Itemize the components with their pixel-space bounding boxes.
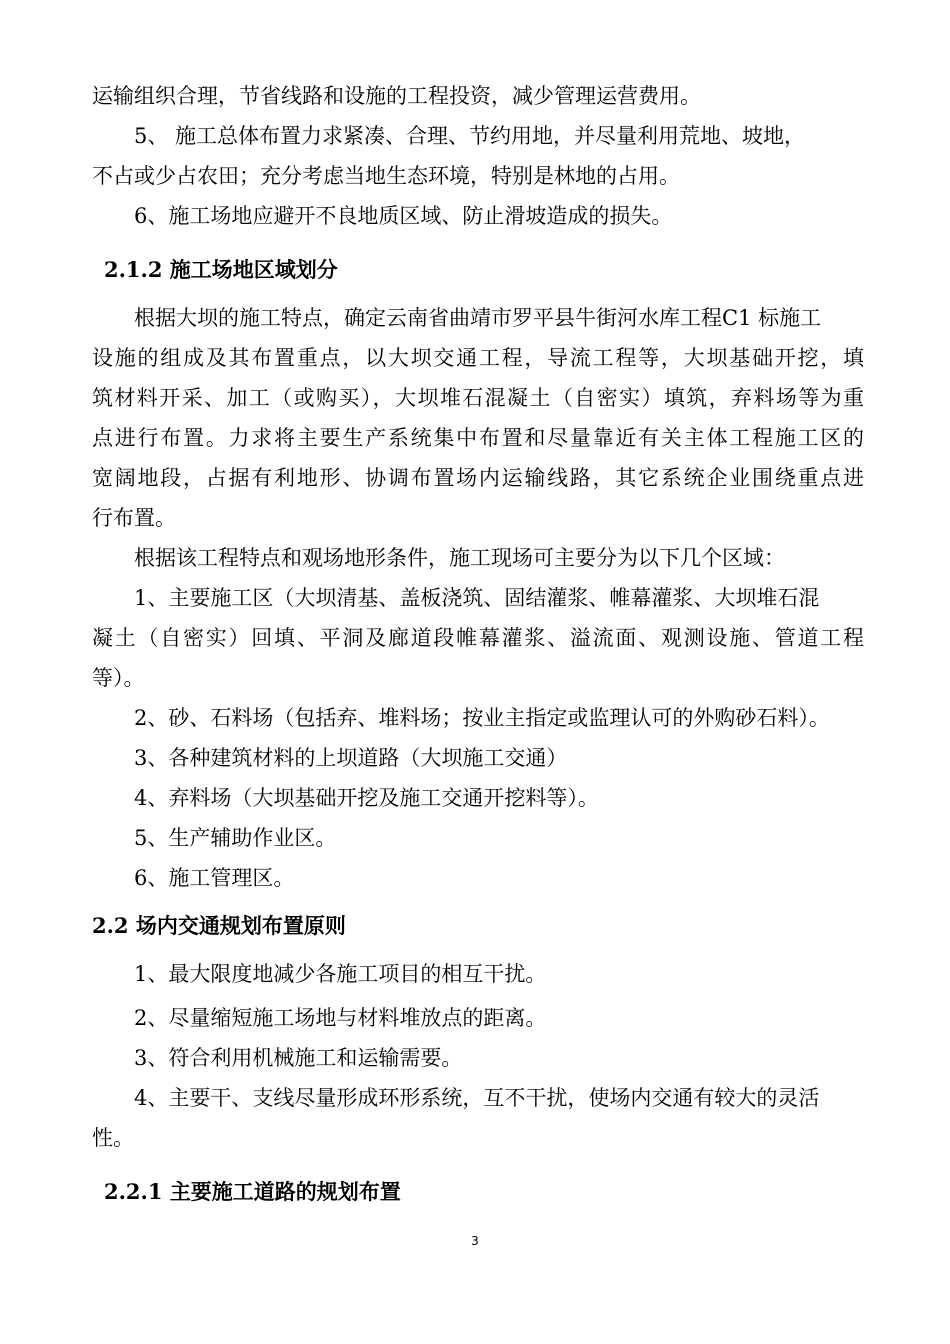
paragraph-line: 行布置。 [92, 506, 176, 530]
area-item-3: 3、各种建筑材料的上坝道路（大坝施工交通） [134, 746, 568, 770]
paragraph-line: 点进行布置。力求将主要生产系统集中布置和尽量靠近有关主体工程施工区的 [92, 426, 864, 450]
paragraph-line: 筑材料开采、加工（或购买），大坝堆石混凝土（自密实）填筑，弃料场等为重 [92, 386, 864, 410]
principle-item-6: 6、施工场地应避开不良地质区域、防止滑坡造成的损失。 [134, 204, 673, 228]
area-item-4: 4、弃料场（大坝基础开挖及施工交通开挖料等）。 [134, 786, 599, 810]
traffic-item-4-continued: 性。 [92, 1126, 134, 1150]
section-heading-2-2-1: 2.2.1 主要施工道路的规划布置 [104, 1179, 401, 1204]
area-item-2: 2、砂、石料场（包括弃、堆料场；按业主指定或监理认可的外购砂石料）。 [134, 706, 830, 730]
paragraph-line: 根据该工程特点和观场地形条件，施工现场可主要分为以下几个区域： [134, 546, 785, 570]
paragraph-line: 设施的组成及其布置重点，以大坝交通工程，导流工程等，大坝基础开挖，填 [92, 346, 864, 370]
area-item-1-continued: 等）。 [92, 666, 145, 690]
traffic-item-4: 4、主要干、支线尽量形成环形系统，互不干扰，使场内交通有较大的灵活 [134, 1086, 820, 1110]
traffic-item-2: 2、尽量缩短施工场地与材料堆放点的距离。 [134, 1006, 547, 1030]
paragraph-line: 不占或少占农田；充分考虑当地生态环境，特别是林地的占用。 [92, 164, 680, 188]
area-item-1-continued: 凝土（自密实）回填、平洞及廊道段帷幕灌浆、溢流面、观测设施、管道工程 [92, 626, 864, 650]
principle-item-5: 5、 施工总体布置力求紧凑、合理、节约用地，并尽量利用荒地、坡地， [134, 124, 806, 148]
traffic-item-3: 3、符合利用机械施工和运输需要。 [134, 1046, 463, 1070]
area-item-6: 6、施工管理区。 [134, 866, 295, 890]
traffic-item-1: 1、最大限度地减少各施工项目的相互干扰。 [134, 962, 547, 986]
paragraph-line: 根据大坝的施工特点，确定云南省曲靖市罗平县牛街河水库工程C1 标施工 [134, 306, 822, 330]
paragraph-line: 运输组织合理，节省线路和设施的工程投资，减少管理运营费用。 [92, 84, 701, 108]
page-number: 3 [471, 1234, 479, 1248]
area-item-1: 1、主要施工区（大坝清基、盖板浇筑、固结灌浆、帷幕灌浆、大坝堆石混 [134, 586, 820, 610]
section-heading-2-1-2: 2.1.2 施工场地区域划分 [104, 257, 338, 282]
paragraph-line: 宽阔地段，占据有利地形、协调布置场内运输线路，其它系统企业围绕重点进 [92, 466, 864, 490]
area-item-5: 5、生产辅助作业区。 [134, 826, 337, 850]
section-heading-2-2: 2.2 场内交通规划布置原则 [92, 913, 346, 938]
